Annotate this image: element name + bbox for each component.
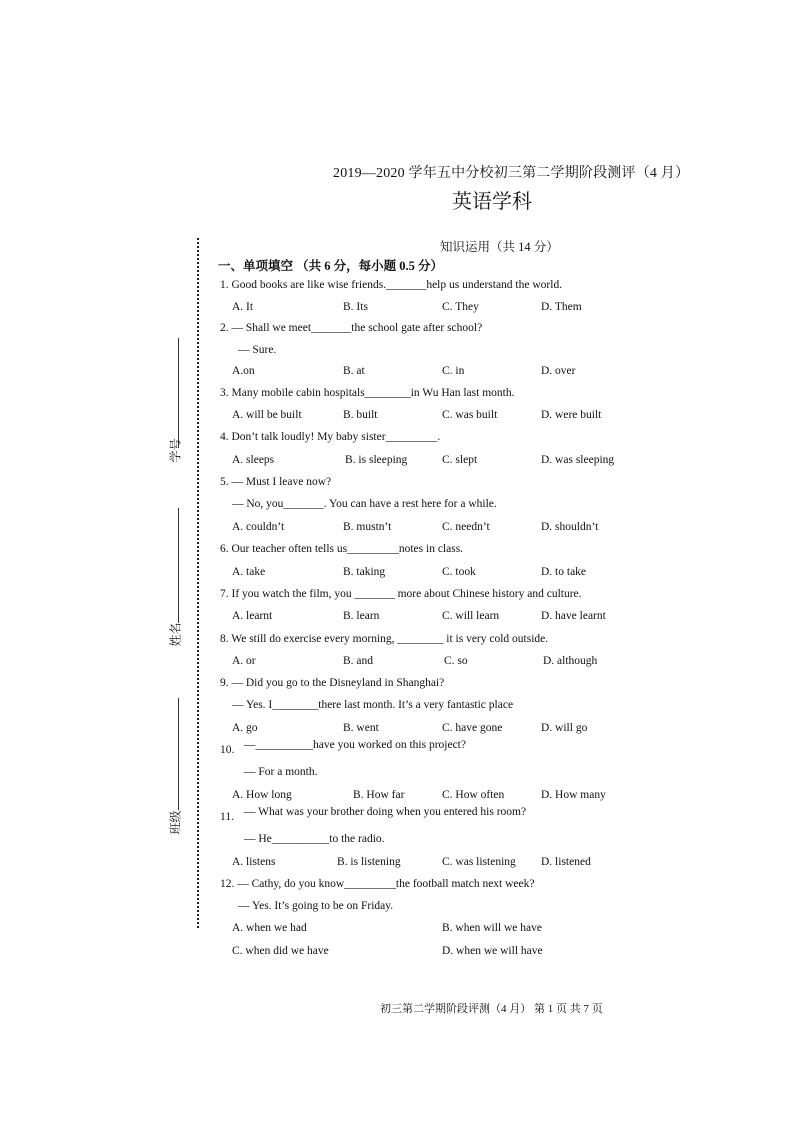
question-5-option-a: A. couldn’t (232, 521, 285, 533)
name-label: 姓名 (168, 622, 183, 647)
question-10-option-b: B. How far (353, 789, 405, 801)
question-3-option-c: C. was built (442, 409, 498, 421)
question-3-option-a: A. will be built (232, 409, 302, 421)
question-7-stem: 7. If you watch the film, you _______ more about Chinese history and culture. (220, 588, 582, 600)
question-9-option-a: A. go (232, 722, 258, 734)
question-12-option-c: C. when did we have (232, 945, 329, 957)
question-9-option-b: B. went (343, 722, 379, 734)
subject-title: 英语学科 (452, 191, 532, 213)
question-12-reply: — Yes. It’s going to be on Friday. (238, 900, 394, 912)
question-2-option-d: D. over (541, 365, 576, 377)
question-12-option-a: A. when we had (232, 922, 307, 934)
question-6-option-b: B. taking (343, 566, 386, 578)
question-12-option-d: D. when we will have (442, 945, 543, 957)
exam-title: 2019—2020 学年五中分校初三第二学期阶段测评（4 月） (333, 166, 690, 181)
question-5-stem: 5. — Must I leave now? (220, 476, 332, 488)
question-7-option-c: C. will learn (442, 610, 500, 622)
student-number-underline (178, 338, 179, 448)
question-10-option-c: C. How often (442, 789, 505, 801)
question-10-stem: —__________have you worked on this project? (244, 739, 466, 751)
question-5-reply: — No, you_______. You can have a rest here for a while. (232, 498, 497, 510)
question-2-option-c: C. in (442, 365, 465, 377)
question-9-stem: 9. — Did you go to the Disneyland in Shanghai? (220, 677, 445, 689)
student-number-label: 学号 (168, 438, 183, 463)
question-2-reply: — Sure. (238, 344, 277, 356)
question-11-stem: — What was your brother doing when you entered his room? (244, 806, 527, 818)
question-8-option-d: D. although (543, 655, 598, 667)
question-11-option-d: D. listened (541, 856, 591, 868)
question-11-option-b: B. is listening (337, 856, 401, 868)
question-7-option-b: B. learn (343, 610, 380, 622)
question-11-reply: — He__________to the radio. (244, 833, 385, 845)
question-4-option-d: D. was sleeping (541, 454, 615, 466)
question-12-stem: 12. — Cathy, do you know_________the football match next week? (220, 878, 535, 890)
name-underline (178, 508, 179, 623)
class-label: 班级 (168, 810, 183, 835)
question-6-option-a: A. take (232, 566, 266, 578)
question-10-number: 10. (220, 744, 235, 756)
page-footer: 初三第二学期阶段评测（4 月） 第 1 页 共 7 页 (380, 1003, 603, 1015)
question-11-option-c: C. was listening (442, 856, 516, 868)
question-5-option-d: D. shouldn’t (541, 521, 599, 533)
question-9-option-d: D. will go (541, 722, 588, 734)
question-4-option-a: A. sleeps (232, 454, 275, 466)
question-2-stem: 2. — Shall we meet_______the school gate after school? (220, 322, 483, 334)
question-2-option-a: A.on (232, 365, 255, 377)
question-3-stem: 3. Many mobile cabin hospitals________in Wu Han last month. (220, 387, 515, 399)
question-6-option-d: D. to take (541, 566, 587, 578)
question-6-option-c: C. took (442, 566, 476, 578)
question-8-option-b: B. and (343, 655, 374, 667)
question-6-stem: 6. Our teacher often tells us_________notes in class. (220, 543, 464, 555)
question-1-option-d: D. Them (541, 301, 582, 313)
question-1-option-c: C. They (442, 301, 479, 313)
question-3-option-b: B. built (343, 409, 378, 421)
binding-dotted-line (197, 238, 199, 928)
question-11-option-a: A. listens (232, 856, 276, 868)
question-7-option-d: D. have learnt (541, 610, 606, 622)
question-2-option-b: B. at (343, 365, 365, 377)
question-4-option-b: B. is sleeping (345, 454, 408, 466)
question-10-option-a: A. How long (232, 789, 292, 801)
question-11-number: 11. (220, 811, 234, 823)
question-4-stem: 4. Don’t talk loudly! My baby sister_________. (220, 431, 441, 443)
class-underline (178, 698, 179, 810)
question-5-option-c: C. needn’t (442, 521, 490, 533)
question-8-option-c: C. so (444, 655, 468, 667)
question-4-option-c: C. slept (442, 454, 478, 466)
question-10-reply: — For a month. (244, 766, 318, 778)
question-9-reply: — Yes. I________there last month. It’s a very fantastic place (232, 699, 514, 711)
question-7-option-a: A. learnt (232, 610, 273, 622)
question-8-option-a: A. or (232, 655, 256, 667)
question-1-stem: 1. Good books are like wise friends._______help us understand the world. (220, 279, 563, 291)
part-heading: 一、单项填空 （共 6 分，每小题 0.5 分） (218, 259, 444, 273)
question-1-option-b: B. Its (343, 301, 368, 313)
section-tag: 知识运用（共 14 分） (440, 240, 559, 254)
question-3-option-d: D. were built (541, 409, 602, 421)
question-9-option-c: C. have gone (442, 722, 503, 734)
question-8-stem: 8. We still do exercise every morning, ________ it is very cold outside. (220, 633, 549, 645)
question-1-option-a: A. It (232, 301, 254, 313)
question-5-option-b: B. mustn’t (343, 521, 392, 533)
question-12-option-b: B. when will we have (442, 922, 542, 934)
question-10-option-d: D. How many (541, 789, 606, 801)
